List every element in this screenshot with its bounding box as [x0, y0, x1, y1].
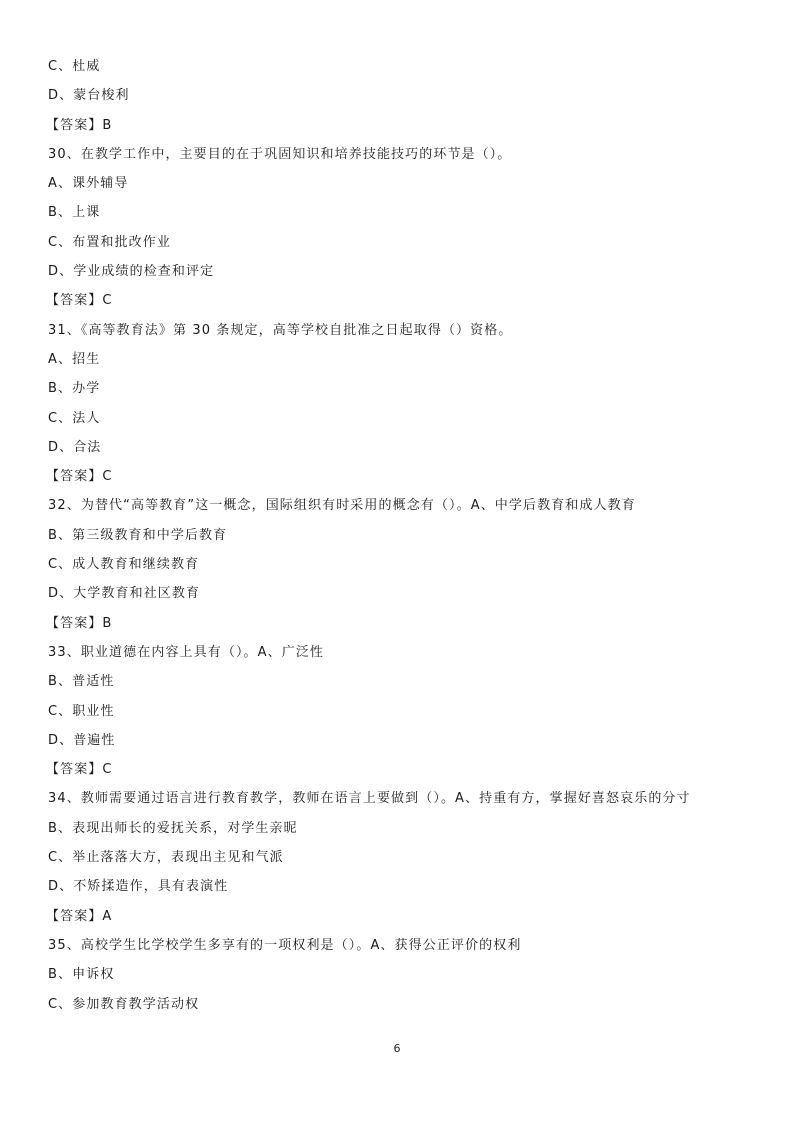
option-line: B、表现出师长的爱抚关系，对学生亲昵	[48, 820, 298, 836]
option-line: C、布置和批改作业	[48, 234, 171, 250]
question-list	[48, 56, 748, 1023]
option-line: D、蒙台梭利	[48, 88, 130, 104]
option-line: D、学业成绩的检查和评定	[48, 264, 215, 280]
option-line: B、第三级教育和中学后教育	[48, 527, 228, 543]
question-line: 31、《高等教育法》第 30 条规定，高等学校自批准之日起取得（）资格。	[48, 322, 513, 338]
option-line: B、办学	[48, 381, 101, 397]
option-line: C、成人教育和继续教育	[48, 557, 200, 573]
answer-line: 【答案】B	[46, 615, 113, 631]
answer-line: 【答案】C	[46, 762, 113, 778]
option-line: B、普适性	[48, 674, 115, 690]
option-line: D、不矫揉造作，具有表演性	[48, 879, 229, 895]
question-line: 32、为替代“高等教育”这一概念，国际组织有时采用的概念有（）。A、中学后教育和成人教育	[48, 498, 636, 514]
option-line: C、举止落落大方，表现出主见和气派	[48, 850, 284, 866]
question-line: 35、高校学生比学校学生多享有的一项权利是（）。A、获得公正评价的权利	[48, 937, 522, 953]
answer-line: 【答案】A	[46, 908, 113, 924]
option-line: B、申诉权	[48, 967, 115, 983]
option-line: D、大学教育和社区教育	[48, 586, 201, 602]
question-line: 34、教师需要通过语言进行教育教学，教师在语言上要做到（）。A、持重有方，掌握好喜怒哀乐的分寸	[48, 791, 691, 807]
option-line: C、参加教育教学活动权	[48, 996, 200, 1012]
answer-line: 【答案】B	[46, 117, 113, 133]
option-line: A、招生	[48, 351, 101, 367]
option-line: B、上课	[48, 205, 101, 221]
option-line: C、杜威	[48, 59, 101, 74]
question-line: 30、在教学工作中，主要目的在于巩固知识和培养技能技巧的环节是（）。	[48, 146, 512, 162]
page-number: 6	[393, 1042, 401, 1055]
option-line: A、课外辅导	[48, 176, 129, 192]
answer-line: 【答案】C	[46, 469, 113, 485]
option-line: D、合法	[48, 439, 102, 455]
question-line: 33、职业道德在内容上具有（）。A、广泛性	[48, 644, 325, 660]
answer-line: 【答案】C	[46, 293, 113, 309]
option-line: D、普遍性	[48, 732, 116, 748]
option-line: C、法人	[48, 410, 101, 426]
option-line: C、职业性	[48, 703, 115, 719]
